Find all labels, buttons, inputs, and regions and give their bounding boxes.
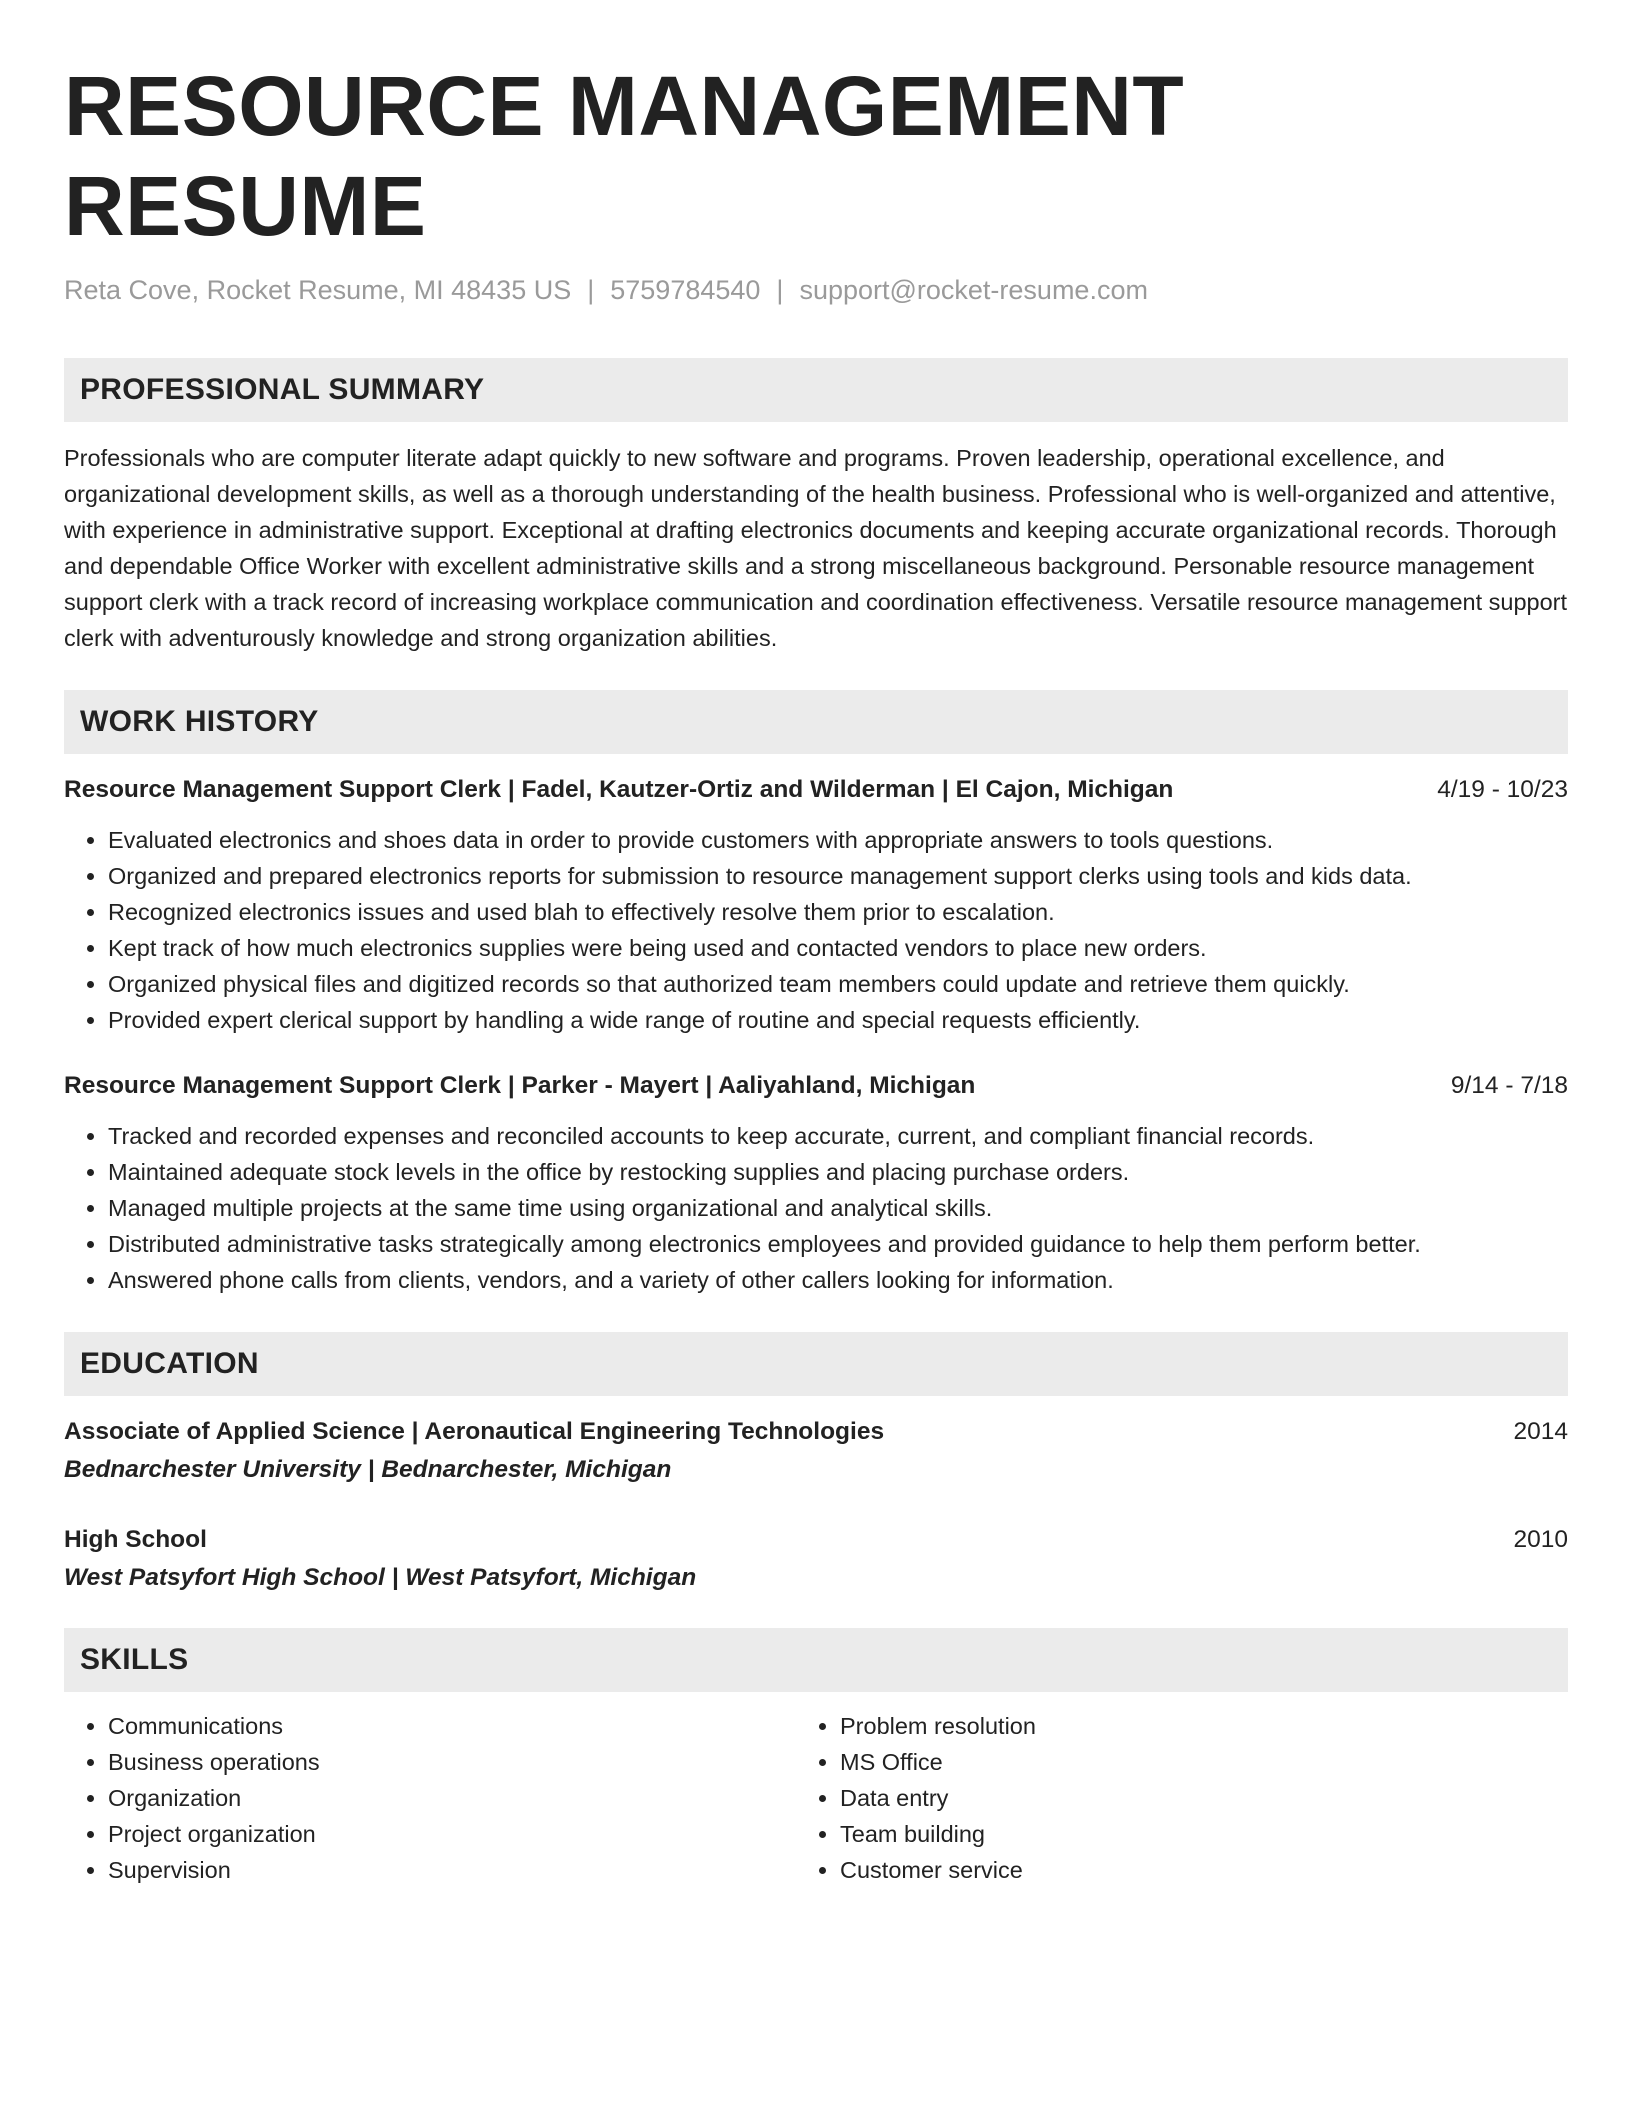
- section-header-work-history: WORK HISTORY: [64, 690, 1568, 754]
- job-bullet: • Organized and prepared electronics reports for submission to resource management support clerks using tools and kids data.: [108, 858, 1568, 894]
- education-degree: High School: [64, 1526, 207, 1553]
- skill-item: • Problem resolution: [840, 1708, 1516, 1744]
- education-header: [64, 1522, 1568, 1558]
- job-bullet: • Maintained adequate stock levels in the office by restocking supplies and placing purchase orders.: [108, 1154, 1568, 1190]
- skill-item: • Team building: [840, 1816, 1516, 1852]
- job-dates: 9/14 - 7/18: [1450, 1072, 1568, 1099]
- education-school: West Patsyfort High School | West Patsyfort, Michigan: [64, 1564, 697, 1591]
- job-title: Resource Management Support Clerk | Parker - Mayert | Aaliyahland, Michigan: [64, 1072, 976, 1099]
- skills-list-right: [796, 1708, 1516, 1888]
- skills-list-left: [64, 1708, 760, 1888]
- education-year: 2014: [1513, 1418, 1568, 1445]
- skill-item: • Customer service: [840, 1852, 1516, 1888]
- skill-item: • Supervision: [108, 1852, 760, 1888]
- skill-item: • Business operations: [108, 1744, 760, 1780]
- education-entry: [64, 1522, 1568, 1596]
- job-bullet: • Answered phone calls from clients, vendors, and a variety of other callers looking for information.: [108, 1262, 1568, 1298]
- job-bullet: • Distributed administrative tasks strategically among electronics employees and provided guidance to help them perform better.: [108, 1226, 1568, 1262]
- job-bullet: • Kept track of how much electronics supplies were being used and contacted vendors to place new orders.: [108, 930, 1568, 966]
- job-header: [64, 1068, 1568, 1104]
- summary-text: Professionals who are computer literate adapt quickly to new software and programs. Proven leadership, operational excellence, and organizational development skills, as well as a thorough understanding of the health business. Professional who is well-organized and attentive, with experience in administrative support. Exceptional at drafting electronics documents and keeping accurate organizational records. Thorough and dependable Office Worker with excellent administrative skills and a strong miscellaneous background. Personable resource management support clerk with a track record of increasing workplace communication and coordination effectiveness. Versatile resource management support clerk with adventurously knowledge and strong organization abilities.: [64, 445, 1568, 651]
- job-bullet: • Managed multiple projects at the same time using organizational and analytical skills.: [108, 1190, 1568, 1226]
- job-dates: 4/19 - 10/23: [1437, 776, 1568, 803]
- job-header: [64, 772, 1568, 808]
- section-header-skills: SKILLS: [64, 1628, 1568, 1692]
- job-entry: [64, 772, 1568, 1038]
- education-entry: [64, 1414, 1568, 1488]
- skill-item: • Project organization: [108, 1816, 760, 1852]
- skills-grid: [64, 1708, 1568, 1888]
- contact-email[interactable]: support@rocket-resume.com: [799, 275, 1148, 305]
- education-school: Bednarchester University | Bednarchester, Michigan: [64, 1456, 672, 1483]
- resume-title: RESOURCE MANAGEMENT RESUME: [64, 59, 1185, 253]
- job-bullet: • Organized physical files and digitized records so that authorized team members could update and retrieve them quickly.: [108, 966, 1568, 1002]
- job-bullets: [64, 1118, 1568, 1298]
- education-degree: Associate of Applied Science | Aeronautical Engineering Technologies: [64, 1418, 885, 1445]
- job-title: Resource Management Support Clerk | Fadel, Kautzer-Ortiz and Wilderman | El Cajon, Michigan: [64, 776, 1174, 803]
- job-bullet: • Provided expert clerical support by handling a wide range of routine and special requests efficiently.: [108, 1002, 1568, 1038]
- job-bullets: [64, 822, 1568, 1038]
- contact-separator: |: [587, 275, 595, 305]
- job-bullet: • Evaluated electronics and shoes data in order to provide customers with appropriate answers to tools questions.: [108, 822, 1568, 858]
- education-year: 2010: [1513, 1526, 1568, 1553]
- skill-item: • Communications: [108, 1708, 760, 1744]
- skill-item: • MS Office: [840, 1744, 1516, 1780]
- contact-separator: |: [776, 275, 784, 305]
- contact-line: [64, 272, 1568, 308]
- section-header-summary: PROFESSIONAL SUMMARY: [64, 358, 1568, 422]
- section-header-education: EDUCATION: [64, 1332, 1568, 1396]
- job-entry: [64, 1068, 1568, 1298]
- skill-item: • Organization: [108, 1780, 760, 1816]
- contact-address: Reta Cove, Rocket Resume, MI 48435 US: [64, 275, 572, 305]
- job-bullet: • Tracked and recorded expenses and reconciled accounts to keep accurate, current, and compliant financial records.: [108, 1118, 1568, 1154]
- job-bullet: • Recognized electronics issues and used blah to effectively resolve them prior to escalation.: [108, 894, 1568, 930]
- contact-phone: 5759784540: [610, 275, 761, 305]
- education-header: [64, 1414, 1568, 1450]
- skill-item: • Data entry: [840, 1780, 1516, 1816]
